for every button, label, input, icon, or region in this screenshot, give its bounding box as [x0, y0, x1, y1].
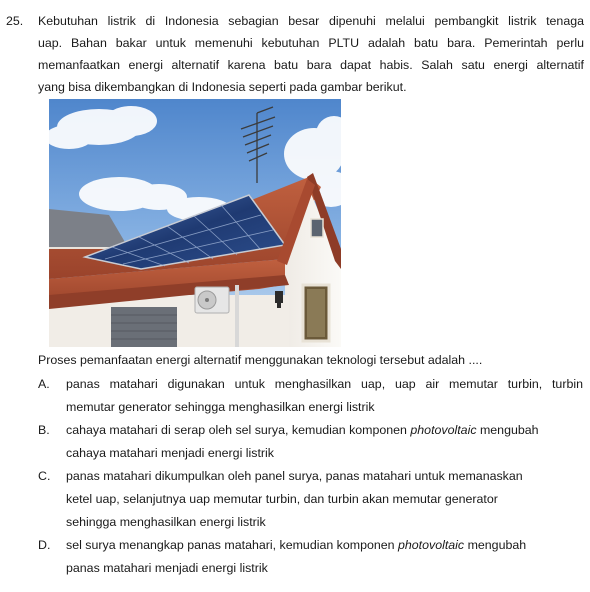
option-text: [66, 373, 583, 419]
option-line-italic: photovoltaic: [398, 538, 465, 552]
option-line: ketel uap, selanjutnya uap memutar turbin, dan turbin akan memutar generator: [66, 492, 498, 506]
option-line: panas matahari menjadi energi listrik: [66, 561, 268, 575]
solar-house-image: [49, 99, 341, 347]
option-line: cahaya matahari menjadi energi listrik: [66, 446, 274, 460]
option-line-part: sel surya menangkap panas matahari, kemudian komponen: [66, 538, 398, 552]
option-line: panas matahari digunakan untuk menghasilkan uap, uap air memutar turbin, turbin: [66, 377, 583, 391]
option-line-part: mengubah: [464, 538, 527, 552]
option-line-italic: photovoltaic: [410, 423, 477, 437]
house-with-solar-panels-photo: [49, 99, 341, 347]
option-line: panas matahari dikumpulkan oleh panel surya, panas matahari untuk memanaskan: [66, 469, 523, 483]
stem-line: uap. Bahan bakar untuk memenuhi kebutuhan PLTU adalah batu bara. Pemerintah perlu: [38, 36, 584, 50]
question-stem: [38, 10, 584, 98]
option-line-part: mengubah: [476, 423, 539, 437]
answer-options: [38, 373, 583, 580]
question-number: 25.: [6, 14, 24, 28]
option-line: sehingga menghasilkan energi listrik: [66, 515, 266, 529]
option-letter: D.: [38, 538, 51, 552]
option-text: [66, 419, 583, 465]
stem-line: yang bisa dikembangkan di Indonesia seperti pada gambar berikut.: [38, 80, 407, 94]
option-line: [66, 534, 583, 557]
option-a[interactable]: [38, 373, 583, 419]
option-c[interactable]: [38, 465, 583, 534]
option-b[interactable]: [38, 419, 583, 465]
option-d[interactable]: [38, 534, 583, 580]
option-text: [66, 465, 583, 534]
option-line-part: cahaya matahari di serap oleh sel surya, kemudian komponen: [66, 423, 411, 437]
option-letter: B.: [38, 423, 50, 437]
stem-line: Kebutuhan listrik di Indonesia sebagian besar dipenuhi melalui pembangkit listrik tenaga: [38, 14, 584, 28]
option-line: memutar generator sehingga menghasilkan energi listrik: [66, 400, 375, 414]
option-letter: A.: [38, 377, 50, 391]
stem-line: memanfaatkan energi alternatif karena batu bara dapat habis. Salah satu energi alternatif: [38, 58, 584, 72]
option-line: [66, 419, 583, 442]
option-text: [66, 534, 583, 580]
question-prompt: Proses pemanfaatan energi alternatif menggunakan teknologi tersebut adalah ....: [38, 353, 483, 367]
option-letter: C.: [38, 469, 51, 483]
